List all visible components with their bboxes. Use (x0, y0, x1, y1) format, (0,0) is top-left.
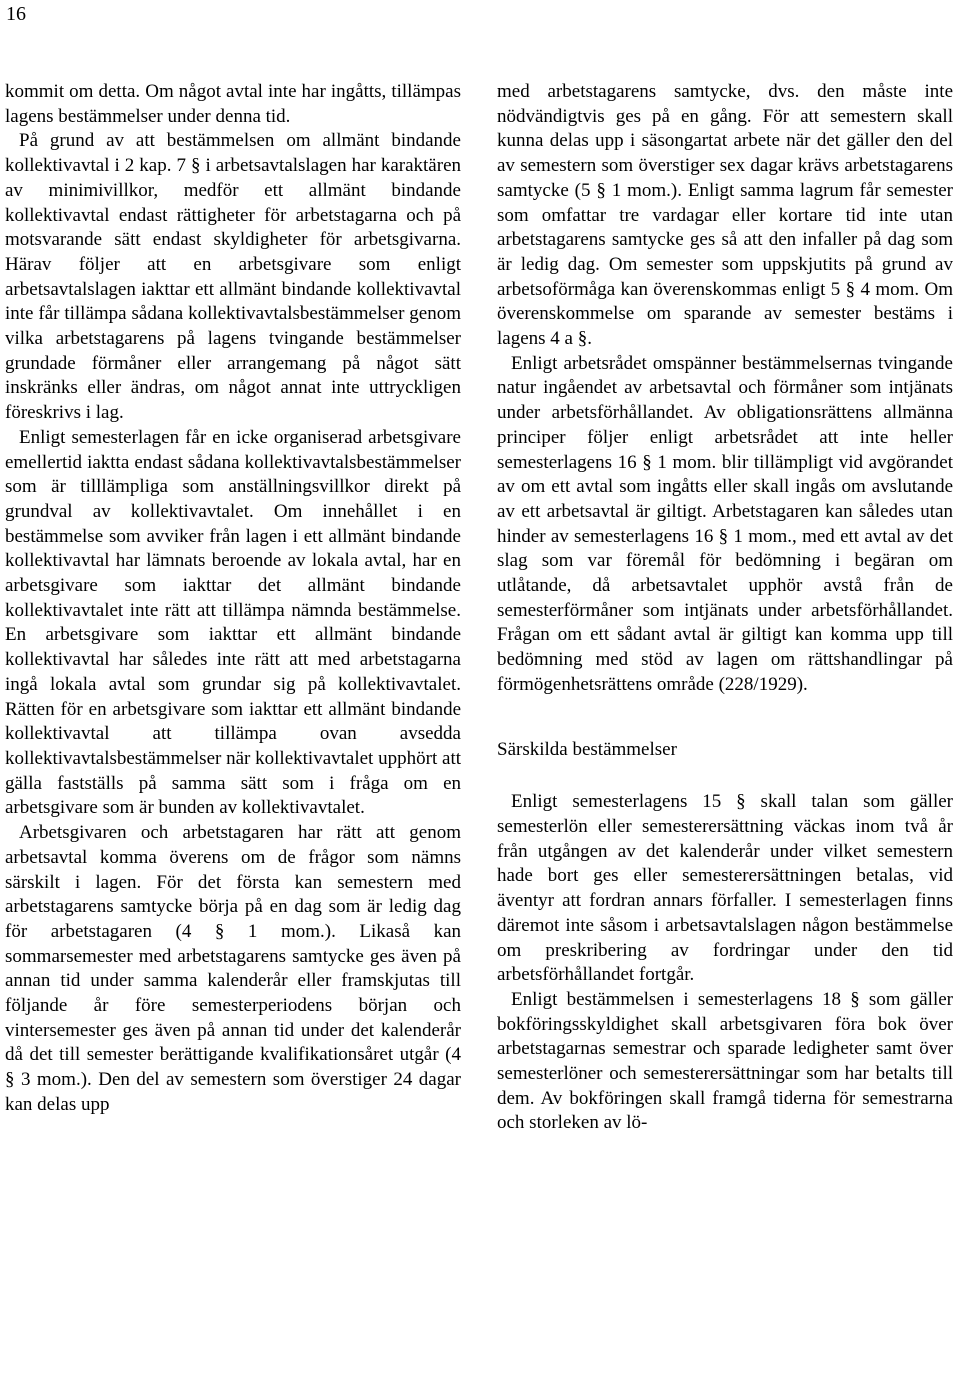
right-paragraph-1: med arbetstagarens samtycke, dvs. den måste inte nödvändigtvis ges på en gång. För att semestern skall kunna delas upp i säsongartat arbete när det gäller den del av semestern som överstiger sex dagar krävs arbetstagarens samtycke (5 § 1 mom.). Enligt samma lagrum får semester som omfattar tre vardagar eller kortare tid inte utan arbetstagarens samtycke ges så att den infaller på dag som är ledig dag. Om semester som uppskjutits på grund av arbetsoförmåga kan överenskommas enligt 5 § 4 mom. Om överenskommelse om sparande av semester bestäms i lagens 4 a §. (497, 81, 953, 350)
left-paragraph-4: Arbetsgivaren och arbetstagaren har rätt att genom arbetsavtal komma överens om de frågor som nämns särskilt i lagen. För det första kan semestern med arbetstagarens samtycke börja på en dag som är ledig dag för arbetstagaren (4 § 1 mom.). Likaså kan sommarsemester med arbetstagarens samtycke ges även på annan tid under samma kalenderår eller framskjutas till följande år före semesterperiodens början och vintersemester ges även på annan tid under det kalenderår då det till semester berättigande kvalifikationsåret utgår (4 § 3 mom.). Den del av semestern som överstiger 24 dagar kan delas upp (5, 822, 461, 1115)
heading-spacer-top (497, 698, 953, 738)
left-paragraph-1: kommit om detta. Om något avtal inte har ingåtts, tillämpas lagens bestämmelser under denna tid. (5, 81, 461, 127)
section-heading: Särskilda bestämmelser (497, 738, 677, 760)
right-paragraph-3: Enligt semesterlagens 15 § skall talan som gäller semesterlön eller semesterersättning väckas inom två år från utgången av det kalenderår under vilket semestern hade bort ges eller semesterersättningen betalas, vid äventyr att fordran annars förfaller. I semesterlagen finns däremot inte såsom i arbetsavtalslagen någon bestämmelse om preskribering av fordringar under den tid arbetsförhållandet fortgår. (497, 791, 953, 986)
right-column (497, 80, 953, 1136)
right-paragraph-2: Enligt arbetsrådet omspänner bestämmelsernas tvingande natur ingåendet av arbetsavtal och förmåner som intjänats under arbetsförhållandet. Av obligationsrättens allmänna principer följer enligt arbetsrådet att inte heller semesterlagens 16 § 1 mom. blir tillämpligt vid avgörandet av om ett avtal som ingåtts eller skall ingås om avslutande av ett arbetsavtal är giltigt. Arbetstagaren kan således utan hinder av semesterlagens 16 § 1 mom., med ett avtal av det slag som var föremål för bedömning i begäran om utlåtande, då arbetsavtalet upphör avstå från de semesterförmåner som intjänats under arbetsförhållandet. Frågan om ett sådant avtal är giltigt kan komma upp till bedömning med stöd av lagen om rättshandlingar på förmögenhetsrättens område (228/1929). (497, 352, 953, 695)
left-paragraph-2: På grund av att bestämmelsen om allmänt bindande kollektivavtal i 2 kap. 7 § i arbetsavtalslagen har karaktären av minimivillkor, medför ett allmänt bindande kollektivavtal endast rättigheter för arbetstagarna och på motsvarande sätt endast skyldigheter för arbetsgivarna. Härav följer att en arbetsgivare som enligt arbetsavtalslagen iakttar ett allmänt bindande kollektivavtal inte får tillämpa sådana kollektivavtalsbestämmelser genom vilka arbetstagarens på lagens tvingande bestämmelser grundade förmåner eller arrangemang på något sätt inskränks eller ändras, om något annat inte uttryckligen föreskrivs i lag. (5, 130, 461, 424)
heading-spacer-bottom (497, 762, 953, 790)
right-paragraph-4: Enligt bestämmelsen i semesterlagens 18 § som gäller bokföringsskyldighet skall arbetsgivaren föra bok över arbetstagarnas semestrar och sparade ledigheter samt över semesterlöner och semesterersättningar som har betalts till dem. Av bokföringen skall framgå tiderna för semestrarna och storleken av lö- (497, 988, 953, 1134)
left-paragraph-3: Enligt semesterlagen får en icke organiserad arbetsgivare emellertid iaktta endast sådana kollektivavtalsbestämmelser som är tilllämpliga som anställningsvillkor direkt på grundval av kollektivavtalet. Om innehållet i en bestämmelse som avviker från lagen i ett allmänt bindande kollektivavtal har lämnats beroende av lokala avtal, har en arbetsgivare som iakttar det allmänt bindande kollektivavtalet inte rätt att tillämpa nämnda bestämmelse. En arbetsgivare som iakttar ett allmänt bindande kollektivavtal har således inte rätt att med arbetstagarna ingå lokala avtal som grundar sig på kollektivavtalet. Rätten för en arbetsgivare som iakttar ett allmänt bindande kollektivavtal att tillämpa ovan avsedda kollektivavtalsbestämmelser när kollektivavtalet upphört att gälla fastställs på samma sätt som i fråga om en arbetsgivare som är bunden av kollektivavtalet. (5, 426, 461, 819)
left-column (5, 80, 461, 1118)
page-number: 16 (6, 3, 26, 25)
